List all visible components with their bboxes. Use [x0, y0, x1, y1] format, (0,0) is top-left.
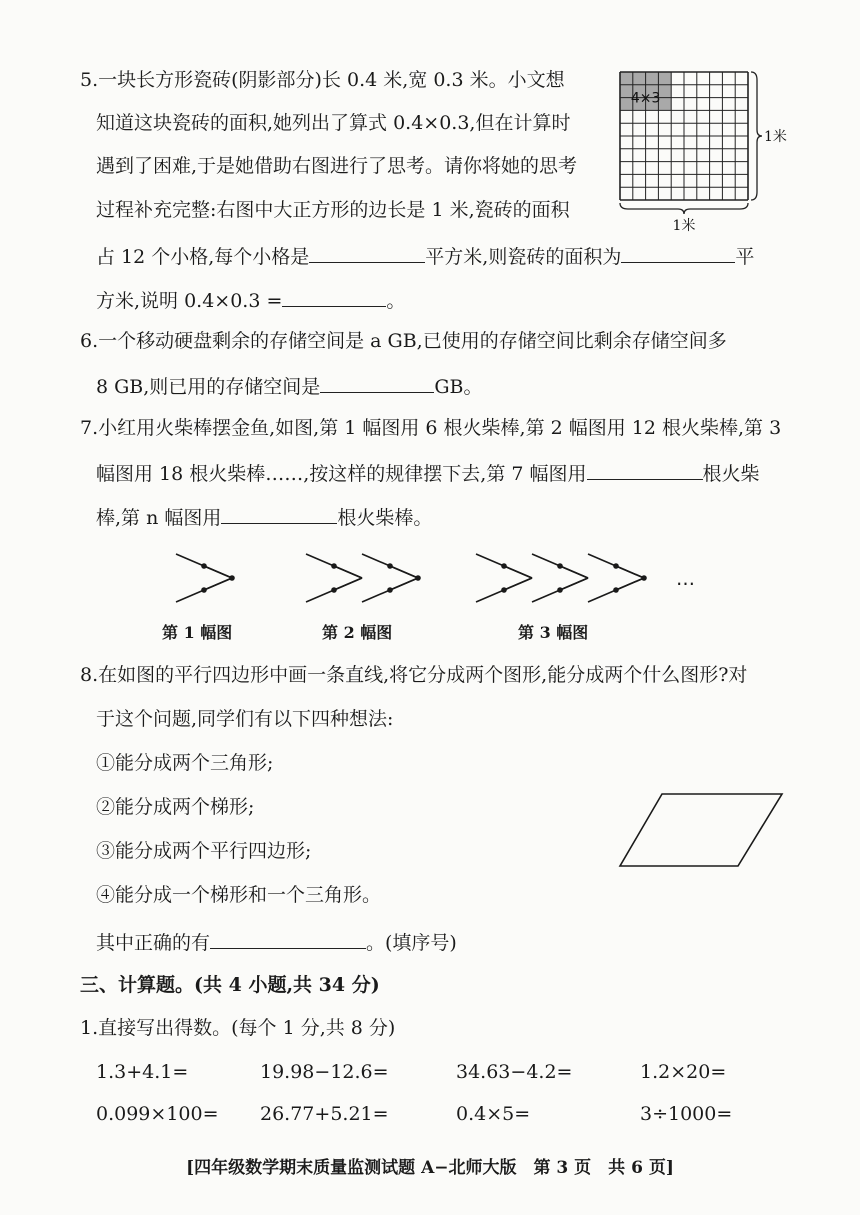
q5-line-6-text-a: 方米,说明 0.4×0.3 =	[96, 290, 283, 312]
q8-answer-text-a: 其中正确的有	[96, 932, 211, 954]
matchstick	[616, 566, 644, 578]
q7-blank-seventh[interactable]	[587, 459, 703, 480]
q8-blank-answer[interactable]	[210, 928, 366, 949]
q7-line-2-text-a: 幅图用 18 根火柴棒……,按这样的规律摆下去,第 7 幅图用	[96, 463, 587, 485]
match-head	[229, 575, 235, 581]
grid-label: 4×3	[630, 90, 661, 107]
q7-blank-nth[interactable]	[221, 503, 337, 524]
match-head	[415, 575, 421, 581]
q5-line-4: 过程补充完整:右图中大正方形的边长是 1 米,瓷砖的面积	[96, 199, 570, 221]
matchstick	[204, 566, 232, 578]
bottom-length-label: 1米	[672, 218, 696, 234]
q8-line-1: 8.在如图的平行四边形中画一条直线,将它分成两个图形,能分成两个什么图形?对	[80, 664, 748, 686]
q6-line-1: 6.一个移动硬盘剩余的存储空间是 a GB,已使用的存储空间比剩余存储空间多	[80, 330, 727, 352]
matchstick	[560, 578, 588, 590]
q7-line-3	[96, 503, 432, 531]
bottom-brace	[620, 203, 748, 214]
q5-line-1: 5.一块长方形瓷砖(阴影部分)长 0.4 米,宽 0.3 米。小文想	[80, 69, 565, 91]
matchstick	[334, 566, 362, 578]
q7-line-3-text-a: 棒,第 n 幅图用	[96, 507, 222, 529]
matchstick	[504, 578, 532, 590]
q5-line-6	[96, 286, 405, 314]
q7-line-3-text-b: 根火柴棒。	[337, 507, 433, 529]
calc-item: 26.77+5.21=	[260, 1103, 389, 1125]
calc-item: 1.3+4.1=	[96, 1061, 189, 1083]
match-head	[641, 575, 647, 581]
calc-item: 19.98−12.6=	[260, 1061, 389, 1083]
matchstick	[504, 566, 532, 578]
calc-item: 0.4×5=	[456, 1103, 531, 1125]
page-footer: [四年级数学期末质量监测试题 A−北师大版 第 3 页 共 6 页]	[186, 1158, 674, 1178]
fish-figure-1	[176, 554, 235, 602]
fish-figure-2	[306, 554, 421, 602]
side-length-label: 1米	[764, 129, 787, 145]
q5-line-5-text-a: 占 12 个小格,每个小格是	[96, 246, 310, 268]
q5-line-2: 知道这块瓷砖的面积,她列出了算式 0.4×0.3,但在计算时	[96, 112, 571, 134]
q5-line-6-text-b: 。	[386, 290, 406, 312]
q7-line-2	[96, 459, 760, 487]
calc-item: 3÷1000=	[640, 1103, 733, 1125]
calc-item: 34.63−4.2=	[456, 1061, 573, 1083]
fish-figure-3	[476, 554, 647, 602]
section-3-title: 三、计算题。(共 4 小题,共 34 分)	[80, 974, 380, 996]
q5-line-5-text-b: 平方米,则瓷砖的面积为	[425, 246, 622, 268]
matchstick	[560, 566, 588, 578]
calc-q1-title: 1.直接写出得数。(每个 1 分,共 8 分)	[80, 1017, 396, 1039]
q8-option-4: ④能分成一个梯形和一个三角形。	[96, 884, 382, 906]
matchstick	[204, 578, 232, 590]
right-brace	[751, 72, 762, 200]
q7-line-1: 7.小红用火柴棒摆金鱼,如图,第 1 幅图用 6 根火柴棒,第 2 幅图用 12 根火柴棒,第 3	[80, 417, 782, 439]
q7-line-2-text-b: 根火柴	[702, 463, 760, 485]
q8-answer-text-b: 。(填序号)	[366, 932, 457, 954]
q5-line-5-text-c: 平	[735, 246, 755, 268]
q6-line-2	[96, 372, 482, 400]
q8-option-1: ①能分成两个三角形;	[96, 752, 274, 774]
q8-option-3: ③能分成两个平行四边形;	[96, 840, 312, 862]
caption-figure-3: 第 3 幅图	[518, 623, 589, 642]
q5-line-3: 遇到了困难,于是她借助右图进行了思考。请你将她的思考	[96, 155, 578, 177]
q8-line-2: 于这个问题,同学们有以下四种想法:	[96, 708, 394, 730]
q8-answer-line	[96, 928, 457, 956]
fish-ellipsis: …	[676, 568, 695, 590]
q5-blank-small-square-area[interactable]	[309, 242, 425, 263]
caption-figure-2: 第 2 幅图	[322, 623, 393, 642]
matchstick	[334, 578, 362, 590]
fish-figures	[0, 540, 860, 620]
matchstick	[390, 578, 418, 590]
q6-blank-used-space[interactable]	[320, 372, 434, 393]
matchstick	[616, 578, 644, 590]
q5-blank-tile-area[interactable]	[621, 242, 735, 263]
calc-item: 1.2×20=	[640, 1061, 727, 1083]
q6-line-2-text-a: 8 GB,则已用的存储空间是	[96, 376, 321, 398]
caption-figure-1: 第 1 幅图	[162, 623, 233, 642]
calc-item: 0.099×100=	[96, 1103, 219, 1125]
q8-option-2: ②能分成两个梯形;	[96, 796, 255, 818]
grid-figure	[610, 68, 810, 238]
q6-line-2-text-b: GB。	[434, 376, 483, 398]
parallelogram-figure	[618, 790, 788, 870]
q5-blank-product[interactable]	[282, 286, 386, 307]
matchstick	[390, 566, 418, 578]
q5-line-5	[96, 242, 754, 270]
